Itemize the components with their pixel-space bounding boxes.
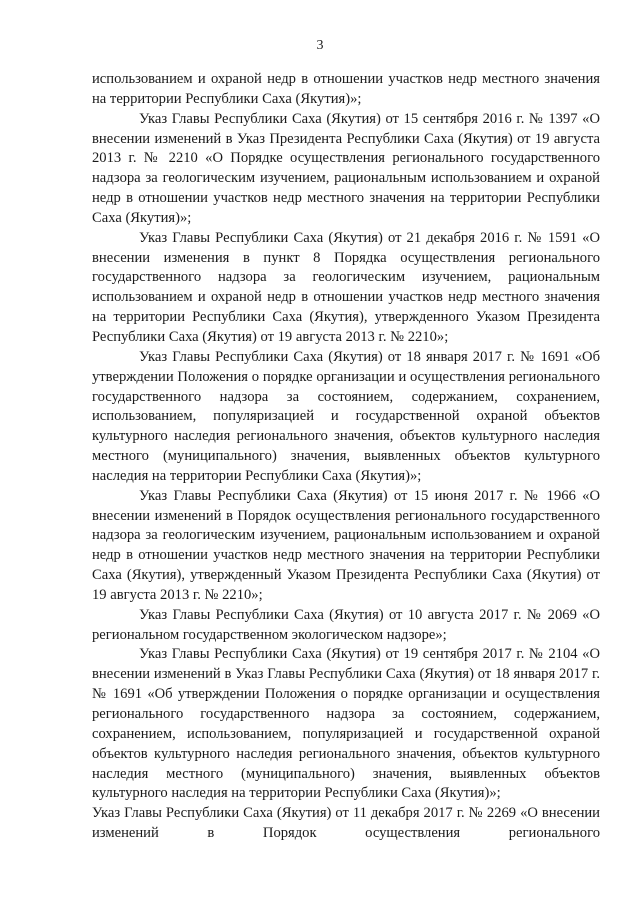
paragraph: Указ Главы Республики Саха (Якутия) от 10 августа 2017 г. № 2069 «О региональном государственном экологическом надзоре»; [92,606,600,643]
paragraph: Указ Главы Республики Саха (Якутия) от 21 декабря 2016 г. № 1591 «О внесении изменения в пункт 8 Порядка осуществления регионального государственного надзора за геологическим изучением, рациональным использованием и охраной недр в отношении участков недр местного значения на территории Республики Саха (Якутия), утвержденного Указом Президента Республики Саха (Якутия) от 19 августа 2013 г. № 2210»; [92,229,600,345]
paragraph: Указ Главы Республики Саха (Якутия) от 15 июня 2017 г. № 1966 «О внесении изменений в Порядок осуществления регионального государственного надзора за геологическим изучением, рациональным использованием и охраной недр в отношении участков недр местного значения на территории Республики Саха (Якутия), утвержденный Указом Президента Республики Саха (Якутия) от 19 августа 2013 г. № 2210»; [92,487,600,603]
page-number: 3 [316,38,324,53]
document-body [92,70,600,844]
paragraph: Указ Главы Республики Саха (Якутия) от 15 сентября 2016 г. № 1397 «О внесении изменений в Указ Президента Республики Саха (Якутия) от 19 августа 2013 г. № 2210 «О Порядке осуществления регионального государственного надзора за геологическим изучением, рациональным использованием и охраной недр в отношении участков недр местного значения на территории Республики Саха (Якутия)»; [92,110,600,226]
paragraph: Указ Главы Республики Саха (Якутия) от 11 декабря 2017 г. № 2269 «О внесении изменений в Порядок осуществления регионального [92,805,600,842]
paragraph: Указ Главы Республики Саха (Якутия) от 19 сентября 2017 г. № 2104 «О внесении изменений в Указ Главы Республики Саха (Якутия) от 18 января 2017 г. № 1691 «Об утверждении Положения о порядке организации и осуществления регионального государственного надзора за состоянием, содержанием, сохранением, использованием, популяризацией и государственной охраной объектов культурного наследия регионального значения, объектов культурного наследия местного (муниципального) значения, выявленных объектов культурного наследия на территории Республики Саха (Якутия)»; [92,646,600,802]
paragraph: использованием и охраной недр в отношении участков недр местного значения на территории Республики Саха (Якутия)»; [92,71,600,107]
paragraph: Указ Главы Республики Саха (Якутия) от 18 января 2017 г. № 1691 «Об утверждении Положения о порядке организации и осуществления регионального государственного надзора за состоянием, содержанием, сохранением, использованием, популяризацией и государственной охраной объектов культурного наследия регионального значения, объектов культурного наследия местного (муниципального) значения, выявленных объектов культурного наследия на территории Республики Саха (Якутия)»; [92,348,600,484]
